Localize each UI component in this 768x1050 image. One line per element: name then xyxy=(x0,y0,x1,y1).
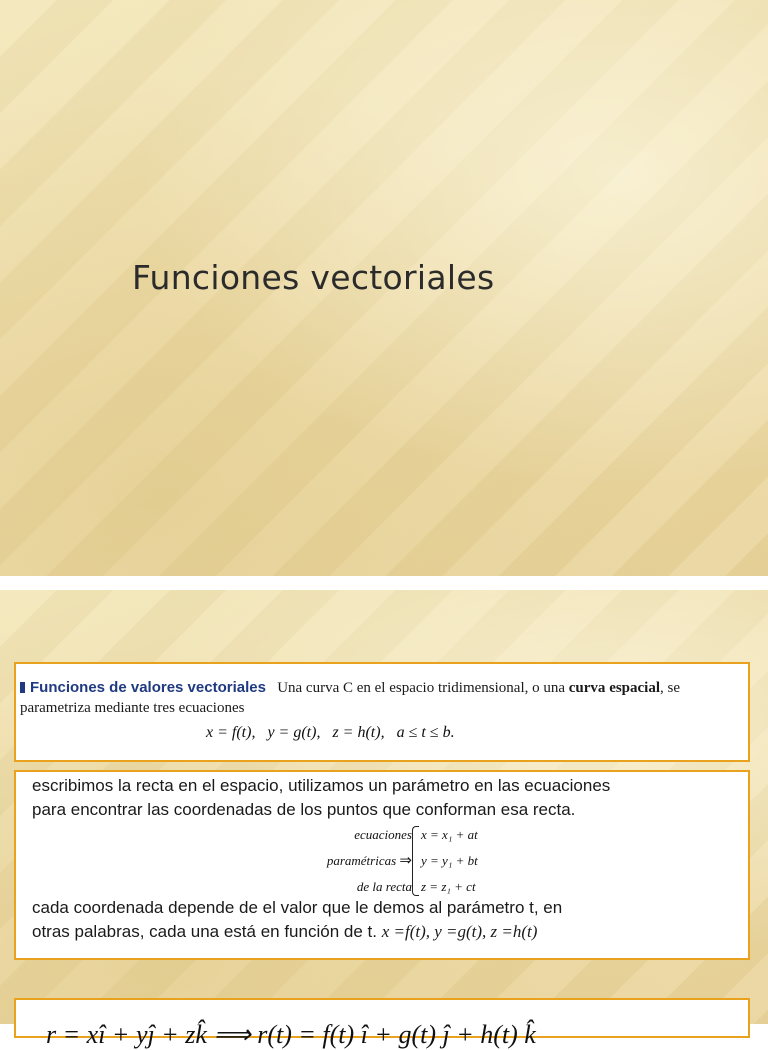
recta-line-1: escribimos la recta en el espacio, utilizamos un parámetro en las ecuaciones xyxy=(32,776,611,795)
recta-box xyxy=(14,770,750,960)
vector-equation-box xyxy=(14,998,750,1049)
slide-title: Funciones vectoriales xyxy=(132,258,495,297)
param-label-parametricas: paramétricas xyxy=(326,853,397,868)
parametric-labels xyxy=(284,822,412,900)
param-eq-x: x = x₁ + at xyxy=(421,827,478,842)
recta-line-2: para encontrar las coordenadas de los puntos que conforman esa recta. xyxy=(32,800,576,819)
definition-bold-espacial: espacial xyxy=(609,680,661,696)
param-label-de-la-recta: de la recta xyxy=(356,879,412,894)
param-eq-y: y = y₁ + bt xyxy=(421,853,478,868)
implies-arrow-icon: ⇒ xyxy=(399,853,412,869)
content-slide xyxy=(0,590,768,1049)
recta-line-3: cada coordenada depende de el valor que le demos al parámetro t, en xyxy=(32,898,563,917)
definition-bold-curva: curva xyxy=(568,680,606,696)
parametric-equations xyxy=(421,822,478,900)
definition-text-part2: , se parametriza mediante tres ecuaciones xyxy=(20,680,681,716)
definition-heading: Funciones de valores vectoriales xyxy=(30,679,266,696)
recta-line-4 xyxy=(32,922,738,942)
definition-box xyxy=(14,662,750,762)
param-label-ecuaciones: ecuaciones xyxy=(354,827,412,842)
brace-icon xyxy=(412,826,419,896)
definition-equation: x = f(t), y = g(t), z = h(t), a ≤ t ≤ b. xyxy=(206,724,455,741)
param-eq-z: z = z₁ + ct xyxy=(421,879,476,894)
bullet-icon xyxy=(20,682,25,693)
vector-equation: r = xî + yĵ + zk̂ ⟹ r(t) = f(t) î + g(t) ĵ + h(t) k̂ xyxy=(46,1020,536,1049)
definition-text-part1: Una curva C en el espacio tridimensional, o una xyxy=(277,680,566,696)
recta-line-4-math: x =f(t), y =g(t), z =h(t) xyxy=(381,922,538,941)
definition-text xyxy=(20,678,742,718)
recta-line-4-text: otras palabras, cada una está en función de t. xyxy=(32,922,377,941)
